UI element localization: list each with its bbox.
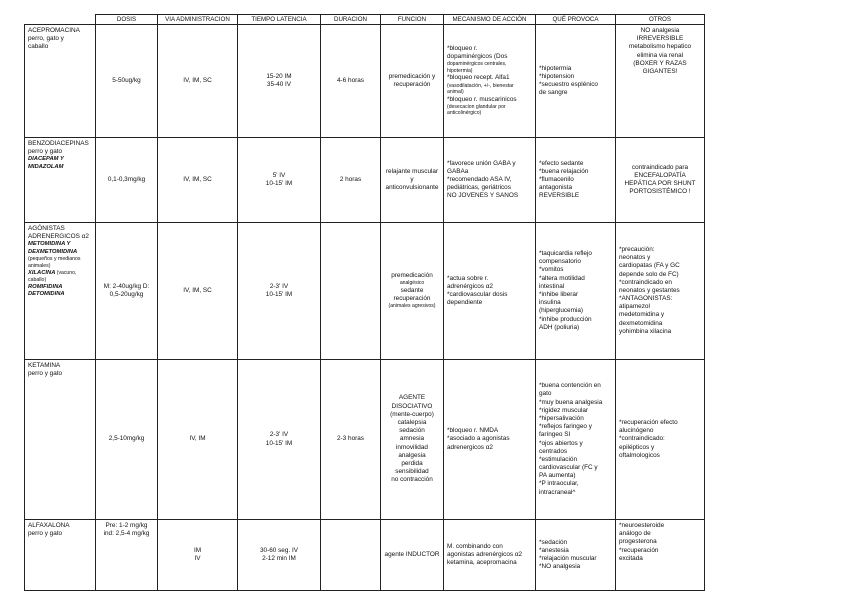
drug-name: BENZODIACEPINAS — [28, 140, 89, 147]
mecanismo-line: *favorece unión GABA y — [447, 159, 516, 167]
mecanismo-line: (desecacion glandular por — [447, 103, 506, 110]
provoca-line: *taquicardia reflejo — [539, 250, 592, 258]
provoca-line: *P intraocular, — [539, 480, 579, 488]
drug-note: caballo) — [28, 276, 47, 283]
provoca-line: *anestesia — [539, 546, 569, 554]
otros-line: IRREVERSIBLE — [636, 35, 684, 43]
otros-line: excitada — [619, 554, 643, 562]
mecanismo-line: *bloqueo r. muscarinicos — [447, 95, 517, 103]
mecanismo-line: *recomendado ASA IV, — [447, 175, 512, 183]
funcion-cell — [381, 520, 444, 591]
otros-cell — [616, 520, 705, 591]
funcion-line: relajante muscular — [385, 167, 439, 175]
drug-table-sheet — [24, 14, 704, 591]
provoca-line: *relajación muscular — [539, 555, 597, 562]
drug-note: (pequeños y medianos — [28, 256, 81, 263]
header-mecanismo: MECANISMO DE ACCIÓN — [444, 15, 536, 25]
otros-cell — [616, 138, 705, 223]
otros-line: alucinógeno — [619, 427, 654, 435]
provoca-cell — [536, 138, 616, 223]
drug-species: perro y gato — [28, 370, 63, 378]
provoca-line: *NO analgesia — [539, 563, 581, 571]
dosis-line: M: 2-40ug/kg D: — [103, 282, 150, 290]
header-tiempo: TIEMPO LATENCIA — [238, 15, 321, 25]
via-cell — [158, 520, 238, 591]
drug-name: KETAMINA — [28, 362, 61, 369]
mecanismo-line: *bloqueo r. NMDA — [447, 427, 499, 435]
tiempo-line: 10-15' IM — [265, 439, 293, 447]
mecanismo-line: hipotermia) — [447, 67, 473, 74]
table-row — [25, 520, 705, 591]
drug-species: perro y gato — [28, 148, 63, 156]
funcion-line: AGENTE — [398, 394, 426, 402]
anesthetic-drugs-table — [24, 14, 705, 591]
header-blank — [25, 15, 96, 25]
funcion-line: no contracción — [391, 476, 433, 484]
provoca-line: *inhibe producción — [539, 315, 592, 323]
mecanismo-line: agonistas adrenérgicos α2 — [447, 550, 523, 558]
otros-line: metabolismo hepatico — [628, 43, 692, 51]
drug-name-cell — [25, 25, 96, 138]
tiempo-cell — [238, 223, 321, 360]
table-row — [25, 138, 705, 223]
funcion-cell — [381, 360, 444, 520]
tiempo-cell — [238, 138, 321, 223]
provoca-line: *ojos abiertos y — [539, 439, 583, 447]
drug-species: perro y gato — [28, 530, 63, 538]
provoca-line: (hiperglucemia) — [539, 307, 584, 315]
otros-line: atipamezol — [619, 303, 650, 311]
drug-compound: DIACEPAM Y — [28, 156, 64, 163]
otros-line: HEPÁTICA POR SHUNT — [624, 180, 696, 187]
mecanismo-line: animal) — [447, 89, 464, 96]
provoca-line: *rigidez muscular — [539, 406, 589, 414]
funcion-line: recuperación — [393, 81, 431, 88]
header-dosis: DOSIS — [96, 15, 158, 25]
mecanismo-cell — [444, 520, 536, 591]
provoca-line: PA aumenta) — [539, 472, 576, 480]
otros-line: *ANTAGONISTAS: — [619, 295, 673, 303]
duracion-cell — [321, 520, 381, 591]
provoca-line: *buena relajación — [539, 167, 589, 175]
mecanismo-cell — [444, 138, 536, 223]
mecanismo-line: M. combinando con — [447, 542, 503, 550]
otros-line: PORTOSISTÉMICO ! — [629, 188, 691, 196]
otros-line: contraindicado para — [631, 163, 689, 171]
provoca-cell — [536, 223, 616, 360]
provoca-line: *secuestro esplénico — [539, 81, 598, 88]
tiempo-cell — [238, 25, 321, 138]
provoca-line: gato — [539, 390, 552, 398]
drug-name: ACEPROMACINA — [28, 27, 80, 34]
provoca-line: ADH (poliuria) — [539, 323, 580, 331]
otros-cell — [616, 25, 705, 138]
duracion-cell: 2 horas — [321, 138, 381, 223]
mecanismo-line: adrenergicos α2 — [447, 443, 493, 451]
provoca-line: intestinal — [539, 282, 565, 290]
drug-name: ADRENERGICOS α2 — [28, 233, 89, 241]
header-via: VIA ADMINISTRACION — [158, 15, 238, 25]
otros-line: medetomidina y — [619, 311, 665, 319]
via-cell: IV, IM, SC — [158, 25, 238, 138]
provoca-line: *muy buena analgesia — [539, 398, 603, 406]
header-duracion: DURACION — [321, 15, 381, 25]
drug-name-cell — [25, 520, 96, 591]
otros-cell — [616, 223, 705, 360]
header-row — [25, 15, 705, 25]
via-cell: IV, IM, SC — [158, 223, 238, 360]
otros-cell — [616, 360, 705, 520]
dosis-line: 0,5-20ug/kg — [109, 291, 144, 298]
dosis-cell — [96, 223, 158, 360]
mecanismo-cell — [444, 360, 536, 520]
funcion-cell — [381, 25, 444, 138]
funcion-line: agente INDUCTOR — [384, 550, 440, 558]
provoca-line: centrados — [539, 447, 568, 455]
mecanismo-line: *actua sobre r. — [447, 274, 489, 282]
provoca-line: *vomitos — [539, 266, 564, 274]
provoca-line: *hipotermia — [539, 64, 572, 72]
drug-name: AGÓNISTAS — [28, 225, 65, 232]
drug-species: perro, gato y — [28, 35, 64, 43]
table-row — [25, 25, 705, 138]
mecanismo-line: dependiente — [447, 299, 483, 307]
drug-name-cell — [25, 223, 96, 360]
funcion-line: sensibilidad — [395, 468, 429, 476]
mecanismo-line: ketamina, acepromacina — [447, 559, 517, 567]
funcion-line: premedicación y — [388, 72, 436, 80]
via-cell: IV, IM — [158, 360, 238, 520]
provoca-line: *hipotension — [539, 72, 575, 80]
duracion-cell: 2-3 horas — [321, 360, 381, 520]
provoca-line: compensatorio — [539, 258, 581, 266]
tiempo-line: 15-20 IM — [266, 72, 292, 80]
otros-line: GIGANTES! — [642, 67, 678, 75]
duracion-cell: 4-6 horas — [321, 25, 381, 138]
otros-line: *recuperación efecto — [619, 419, 678, 427]
otros-line: NO analgesia — [640, 27, 680, 34]
mecanismo-cell — [444, 223, 536, 360]
dosis-cell: 2,5-10mg/kg — [96, 360, 158, 520]
table-row — [25, 360, 705, 520]
funcion-line: (mente-cuerpo) — [390, 410, 434, 418]
otros-line: *recuperación — [619, 546, 659, 554]
mecanismo-line: dopaminérgicos centrales, — [447, 61, 507, 68]
mecanismo-line: pediátricas, geriátricos — [447, 184, 511, 192]
tiempo-line: 2-3' IV — [269, 431, 289, 439]
provoca-line: *efecto sedante — [539, 159, 584, 167]
mecanismo-line: NO JOVENES Y SANOS — [447, 192, 519, 200]
tiempo-cell — [238, 360, 321, 520]
mecanismo-line: *asociado a agonistas — [447, 435, 510, 443]
mecanismo-line: (vasodilatación, +/-, bienestar — [447, 82, 514, 89]
funcion-line: y — [410, 175, 414, 183]
mecanismo-line: *bloqueo recept. Alfa1 — [447, 74, 510, 82]
otros-line: cardiopatas (FA y GC — [619, 262, 680, 270]
drug-compound: DEXMETOMIDINA — [28, 248, 78, 255]
header-provoca: QUÉ PROVOCA — [536, 15, 616, 25]
funcion-line: sedación — [399, 427, 425, 435]
otros-line: *contraindicado en — [619, 278, 672, 286]
provoca-line: *sedación — [539, 538, 568, 546]
otros-line: progesterona — [619, 538, 657, 546]
funcion-line: sedante — [400, 286, 424, 294]
funcion-cell — [381, 138, 444, 223]
otros-line: análogo de — [619, 530, 651, 538]
tiempo-line: 10-15' IM — [265, 291, 293, 298]
otros-line: neonatos y gestantes — [619, 286, 680, 294]
provoca-line: *inhibe liberar — [539, 291, 579, 298]
mecanismo-line: dopaminérgicos (Dos — [447, 53, 508, 61]
tiempo-line: 35-40 IV — [266, 81, 292, 88]
provoca-line: intracraneal^ — [539, 488, 576, 496]
funcion-line: catalepsia — [397, 419, 427, 427]
tiempo-line: 2-12 min IM — [262, 555, 296, 562]
otros-line: dexmetomidina — [619, 319, 663, 327]
otros-line: oftalmologicos — [619, 451, 660, 459]
drug-name-cell — [25, 138, 96, 223]
funcion-line: DISOCIATIVO — [391, 402, 433, 410]
funcion-line: analgésico — [399, 280, 425, 287]
tiempo-line: 10-15' IM — [265, 180, 293, 187]
drug-compound-text: XILACINA — [28, 269, 56, 276]
provoca-line: REVERSIBLE — [539, 192, 580, 200]
drug-note: (vacuno, — [56, 269, 77, 276]
mecanismo-line: anticolinérgico) — [447, 110, 482, 117]
tiempo-line: 5' IV — [272, 171, 286, 179]
table-row — [25, 223, 705, 360]
mecanismo-line: *cardiovascular dosis — [447, 291, 508, 298]
dosis-line: Pre: 1-2 mg/kg — [105, 522, 148, 529]
mecanismo-line: GABAa — [447, 167, 469, 175]
duracion-cell — [321, 223, 381, 360]
provoca-line: *hipersalivación — [539, 414, 584, 422]
drug-compound — [28, 270, 92, 277]
dosis-cell: 0,1-0,3mg/kg — [96, 138, 158, 223]
funcion-cell — [381, 223, 444, 360]
provoca-cell — [536, 360, 616, 520]
funcion-line: inmovilidad — [396, 443, 428, 451]
otros-line: elimina via renal — [636, 51, 684, 59]
drug-compound: ROMIFIDINA — [28, 283, 63, 290]
provoca-line: *reflejos faringeo y — [539, 423, 592, 431]
via-cell: IV, IM, SC — [158, 138, 238, 223]
dosis-cell — [96, 520, 158, 591]
drug-compound: DETOMIDINA — [28, 290, 65, 297]
funcion-line: anticonvulsionante — [385, 184, 439, 192]
provoca-line: antagonista — [539, 184, 573, 192]
funcion-line: premedicación — [391, 272, 433, 280]
provoca-line: *buena contención en — [539, 382, 601, 390]
funcion-line: recuperación — [393, 295, 431, 303]
drug-compound: METOMIDINA Y — [28, 241, 71, 248]
funcion-line: amnesia — [399, 435, 425, 443]
otros-line: yohimbina xilacina — [619, 327, 672, 335]
dosis-line: ind: 2,5-4 mg/kg — [103, 530, 150, 538]
drug-note: animales) — [28, 262, 51, 269]
dosis-cell: 5-50ug/kg — [96, 25, 158, 138]
funcion-note: (animales agresivos) — [388, 303, 436, 310]
funcion-line: analgesia — [398, 451, 426, 459]
provoca-line: insulina — [539, 299, 561, 307]
header-funcion: FUNCION — [381, 15, 444, 25]
mecanismo-line: adrenérgicos α2 — [447, 282, 493, 290]
provoca-line: cardiovascular (FC y — [539, 464, 598, 472]
drug-name-cell — [25, 360, 96, 520]
otros-line: depende solo de FC) — [619, 270, 679, 278]
provoca-line: *flumacenilo — [539, 175, 574, 183]
tiempo-line: 2-3' IV — [269, 282, 289, 290]
otros-line: *contraindicado: — [619, 435, 665, 443]
provoca-cell — [536, 520, 616, 591]
provoca-line: faríngeo SI — [539, 431, 571, 439]
otros-line: epilépticos y — [619, 443, 655, 451]
tiempo-cell — [238, 520, 321, 591]
provoca-line: de sangre — [539, 89, 568, 97]
otros-line: (BOXER Y RAZAS — [633, 59, 687, 67]
otros-line: neonatos y — [619, 254, 651, 262]
otros-line: *precaución: — [619, 245, 655, 253]
header-otros: OTROS — [616, 15, 705, 25]
mecanismo-cell — [444, 25, 536, 138]
drug-species: caballo — [28, 43, 49, 51]
tiempo-line: 30-60 seg. IV — [259, 546, 298, 554]
mecanismo-line: *bloqueo r. — [447, 45, 478, 53]
provoca-line: *altera motilidad — [539, 274, 585, 282]
drug-compound: MIDAZOLAM — [28, 163, 64, 170]
otros-line: *neuroesteroide — [619, 522, 665, 529]
provoca-cell — [536, 25, 616, 138]
via-line: IM — [193, 546, 202, 554]
funcion-line: perdida — [401, 459, 423, 467]
drug-name: ALFAXALONA — [28, 522, 70, 529]
via-line: IV — [194, 555, 201, 562]
otros-line: ENCEFALOPATÍA — [634, 171, 686, 179]
provoca-line: *estimulación — [539, 455, 578, 463]
